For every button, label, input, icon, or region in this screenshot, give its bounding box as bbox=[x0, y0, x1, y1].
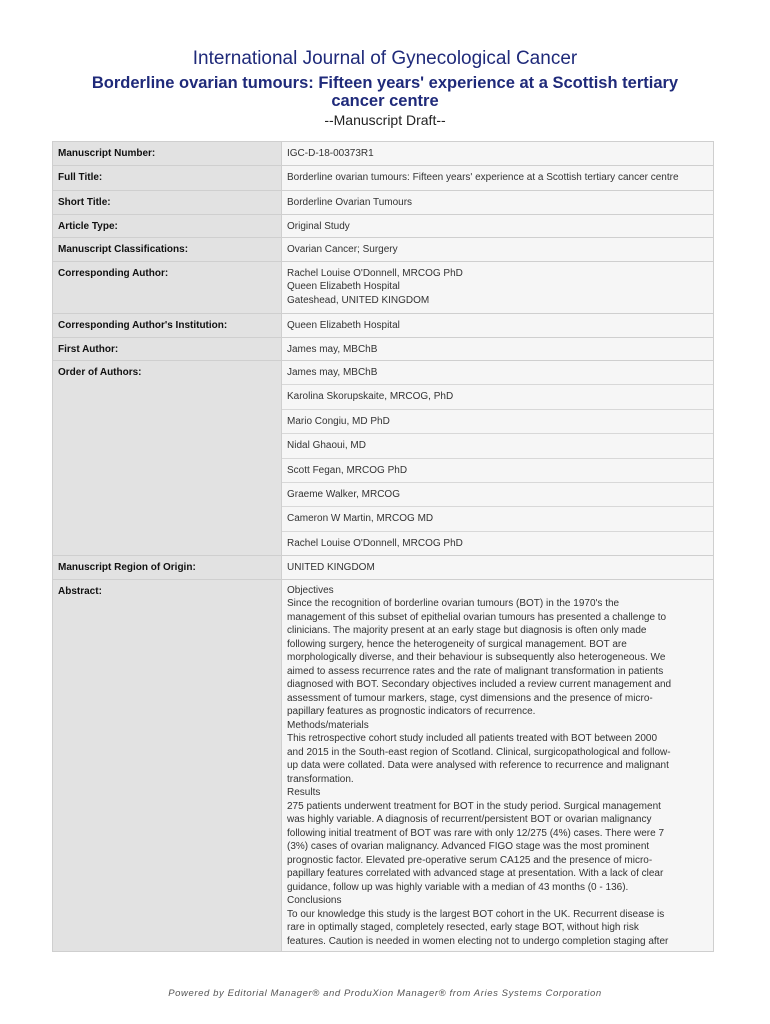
value-short-title: Borderline Ovarian Tumours bbox=[282, 191, 714, 215]
value-corresponding-author bbox=[282, 261, 714, 314]
label-corresponding-author: Corresponding Author: bbox=[53, 261, 282, 314]
value-classifications: Ovarian Cancer; Surgery bbox=[282, 238, 714, 262]
label-classifications: Manuscript Classifications: bbox=[53, 238, 282, 262]
value-article-type: Original Study bbox=[282, 214, 714, 238]
label-manuscript-number: Manuscript Number: bbox=[53, 142, 282, 166]
value-full-title: Borderline ovarian tumours: Fifteen years' experience at a Scottish tertiary cancer centre bbox=[282, 165, 714, 191]
abstract-line: features. Caution is needed in women electing not to undergo completion staging after bbox=[287, 935, 669, 947]
abstract-line: clinicians. The majority present at an early stage but diagnosis is often only made bbox=[287, 625, 647, 637]
row-corresponding-author bbox=[53, 261, 714, 314]
value-institution: Queen Elizabeth Hospital bbox=[282, 314, 714, 338]
abstract-line: up data were collated. Data were analysed with reference to recurrence and malignant bbox=[287, 760, 669, 772]
value-first-author: James may, MBChB bbox=[282, 337, 714, 361]
abstract-line: 275 patients underwent treatment for BOT in the study period. Surgical management bbox=[287, 800, 661, 812]
abstract-line: aimed to assess recurrence rates and the rate of malignant transformation in patients bbox=[287, 665, 664, 677]
label-article-type: Article Type: bbox=[53, 214, 282, 238]
label-institution: Corresponding Author's Institution: bbox=[53, 314, 282, 338]
abstract-line: morphologically diverse, and their behaviour is subsequently also heterogeneous. We bbox=[287, 652, 666, 664]
corresponding-author-hospital: Queen Elizabeth Hospital bbox=[287, 281, 400, 292]
row-manuscript-number bbox=[53, 142, 714, 166]
abstract-line: was highly variable. A diagnosis of recurrent/persistent BOT or ovarian malignancy bbox=[287, 814, 652, 826]
abstract-line: Since the recognition of borderline ovarian tumours (BOT) in the 1970's the bbox=[287, 598, 620, 610]
abstract-line: diagnosed with BOT. Secondary objectives included a review current management and bbox=[287, 679, 672, 691]
abstract-line: prognostic factor. Elevated pre-operative serum CA125 and the presence of micro- bbox=[287, 854, 653, 866]
row-short-title bbox=[53, 191, 714, 215]
author-6: Graeme Walker, MRCOG bbox=[282, 483, 713, 507]
abstract-line: assessment of tumour markers, stage, cyst dimensions and the presence of micro- bbox=[287, 692, 653, 704]
row-first-author bbox=[53, 337, 714, 361]
abstract-line: (3%) cases of ovarian malignancy. Advanced FIGO stage was the most prominent bbox=[287, 841, 650, 853]
label-first-author: First Author: bbox=[53, 337, 282, 361]
abstract-line: papillary features as prognostic indicators of recurrence. bbox=[287, 706, 536, 718]
article-title: Borderline ovarian tumours: Fifteen years' experience at a Scottish tertiary cancer centre bbox=[91, 74, 679, 110]
abstract-line: papillary features correlated with advanced stage at presentation. With a lack of clear bbox=[287, 868, 664, 880]
row-region bbox=[53, 556, 714, 580]
abstract-line: This retrospective cohort study included all patients treated with BOT between 2000 bbox=[287, 733, 658, 745]
abstract-line: transformation. bbox=[287, 773, 354, 785]
label-short-title: Short Title: bbox=[53, 191, 282, 215]
abstract-line: Objectives bbox=[287, 584, 334, 596]
row-article-type bbox=[53, 214, 714, 238]
row-full-title bbox=[53, 165, 714, 191]
row-abstract bbox=[53, 579, 714, 952]
abstract-line: following surgery, hence the heterogeneity of surgical management. BOT are bbox=[287, 638, 627, 650]
abstract-line: Conclusions bbox=[287, 895, 342, 907]
abstract-line: guidance, follow up was highly variable with a median of 43 months (0 - 136). bbox=[287, 881, 629, 893]
abstract-line: and 2015 in the South-east region of Scotland. Clinical, surgicopathological and follow- bbox=[287, 746, 671, 758]
corresponding-author-location: Gateshead, UNITED KINGDOM bbox=[287, 294, 430, 306]
author-8: Rachel Louise O'Donnell, MRCOG PhD bbox=[287, 537, 463, 549]
label-abstract: Abstract: bbox=[53, 579, 282, 952]
value-abstract bbox=[282, 579, 714, 952]
draft-label: --Manuscript Draft-- bbox=[324, 112, 446, 128]
abstract-line: Methods/materials bbox=[287, 719, 369, 731]
author-2: Karolina Skorupskaite, MRCOG, PhD bbox=[282, 385, 713, 409]
abstract-line: following initial treatment of BOT was rare with only 12/275 (4%) cases. There were 7 bbox=[287, 827, 665, 839]
author-3: Mario Congiu, MD PhD bbox=[282, 410, 713, 434]
abstract-line: rare in optimally staged, completely resected, early stage BOT, without high risk bbox=[287, 922, 639, 934]
row-order-of-authors bbox=[53, 361, 714, 556]
journal-name: International Journal of Gynecological Cancer bbox=[192, 48, 578, 69]
row-classifications bbox=[53, 238, 714, 262]
abstract-line: To our knowledge this study is the largest BOT cohort in the UK. Recurrent disease is bbox=[287, 908, 665, 920]
value-order-of-authors bbox=[282, 361, 714, 556]
author-5: Scott Fegan, MRCOG PhD bbox=[282, 459, 713, 483]
label-order-of-authors: Order of Authors: bbox=[53, 361, 282, 556]
author-4: Nidal Ghaoui, MD bbox=[282, 434, 713, 458]
author-7: Cameron W Martin, MRCOG MD bbox=[282, 507, 713, 531]
page-header bbox=[0, 48, 770, 128]
label-full-title: Full Title: bbox=[53, 165, 282, 191]
abstract-line: management of this subset of epithelial ovarian tumours has presented a challenge to bbox=[287, 611, 667, 623]
value-manuscript-number: IGC-D-18-00373R1 bbox=[282, 142, 714, 166]
row-institution bbox=[53, 314, 714, 338]
corresponding-author-name: Rachel Louise O'Donnell, MRCOG PhD bbox=[287, 267, 463, 279]
page-footer: Powered by Editorial Manager® and ProduXion Manager® from Aries Systems Corporation bbox=[168, 988, 602, 999]
abstract-line: Results bbox=[287, 787, 321, 799]
label-region: Manuscript Region of Origin: bbox=[53, 556, 282, 580]
value-region: UNITED KINGDOM bbox=[282, 556, 714, 580]
manuscript-metadata-table bbox=[52, 141, 714, 952]
author-1: James may, MBChB bbox=[282, 361, 713, 385]
